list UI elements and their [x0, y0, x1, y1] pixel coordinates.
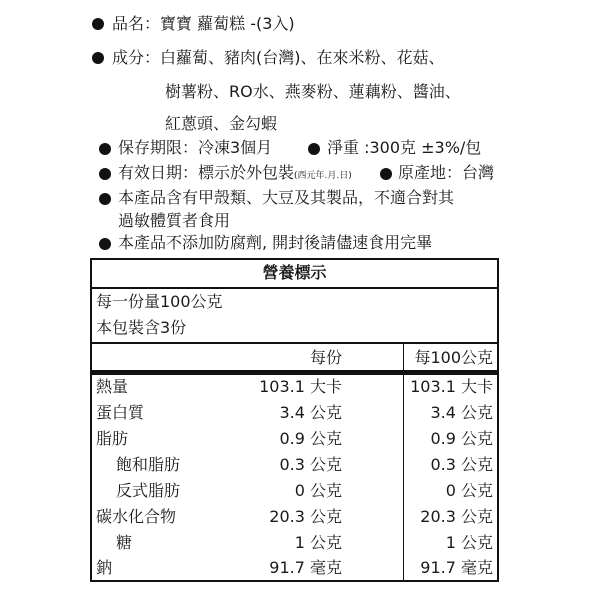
- nutrient-name: 糖: [116, 533, 133, 552]
- product-name: 寶寶 蘿蔔糕 -(3入): [160, 14, 295, 33]
- nutrition-table: [90, 258, 499, 582]
- expiry-text: 有效日期：標示於外包裝: [118, 163, 295, 182]
- product-name-line: [112, 14, 295, 34]
- nutrient-value-per-100g: 91.7 毫克: [420, 558, 493, 577]
- ingredients-text-1: 白蘿蔔、豬肉(台灣)、在來米粉、花菇、: [160, 48, 445, 67]
- product-label: 品名：: [112, 14, 161, 33]
- nutrient-value-per-100g: 3.4 公克: [430, 403, 493, 422]
- nutrient-value-per-100g: 0 公克: [445, 481, 493, 500]
- serving-size: 每一份量100公克: [96, 292, 223, 311]
- bullet-icon: [99, 168, 111, 180]
- bullet-icon: [308, 143, 320, 155]
- nutrient-value-per-100g: 1 公克: [445, 533, 493, 552]
- nutrient-value-per-serving: 1 公克: [294, 533, 342, 552]
- nutrient-name: 飽和脂肪: [116, 455, 181, 474]
- ingredients-label: 成分：: [112, 48, 161, 67]
- expiry-note: (西元年.月.日): [294, 171, 352, 181]
- nutrient-name: 碳水化合物: [96, 507, 177, 526]
- bullet-icon: [99, 143, 111, 155]
- nutrition-title: 營養標示: [262, 263, 327, 282]
- divider: [92, 370, 497, 375]
- divider: [92, 342, 497, 344]
- nutrient-value-per-100g: 103.1 大卡: [410, 377, 493, 396]
- nutrient-value-per-100g: 0.9 公克: [430, 429, 493, 448]
- bullet-icon: [99, 193, 111, 205]
- servings-per-package: 本包裝含3份: [96, 318, 187, 337]
- nutrient-name: 蛋白質: [96, 403, 145, 422]
- expiry-line: [118, 163, 352, 186]
- bullet-icon: [380, 168, 392, 180]
- nutrient-name: 熱量: [96, 377, 129, 396]
- nutrient-name: 脂肪: [96, 429, 129, 448]
- allergen-line-1: 本產品含有甲殼類、大豆及其製品，不適合對其: [118, 188, 455, 207]
- ingredients-line-3: 紅蔥頭、金勾蝦: [165, 114, 278, 133]
- nutrient-value-per-serving: 3.4 公克: [279, 403, 342, 422]
- nutrient-value-per-serving: 0.9 公克: [279, 429, 342, 448]
- bullet-icon: [92, 52, 104, 64]
- nutrient-value-per-100g: 20.3 公克: [420, 507, 493, 526]
- divider: [92, 287, 497, 289]
- nutrient-name: 反式脂肪: [116, 481, 181, 500]
- nutrient-value-per-serving: 20.3 公克: [269, 507, 342, 526]
- storage-text: 保存期限：冷凍3個月: [118, 138, 273, 157]
- ingredients-line-2: 樹薯粉、RO水、燕麥粉、蓮藕粉、醬油、: [165, 82, 461, 101]
- bullet-icon: [92, 18, 104, 30]
- preservative-text: 本產品不添加防腐劑, 開封後請儘速食用完畢: [118, 233, 433, 252]
- allergen-line-2: 過敏體質者食用: [118, 211, 231, 230]
- column-header-per-serving: 每份: [309, 348, 342, 367]
- net-weight-text: 淨重 :300克 ±3%/包: [327, 138, 482, 157]
- nutrient-value-per-serving: 0.3 公克: [279, 455, 342, 474]
- ingredients-line-1: [112, 48, 445, 68]
- nutrient-value-per-serving: 91.7 毫克: [269, 558, 342, 577]
- column-divider: [403, 342, 404, 580]
- nutrient-value-per-serving: 0 公克: [294, 481, 342, 500]
- nutrient-name: 鈉: [96, 558, 113, 577]
- bullet-icon: [99, 238, 111, 250]
- column-header-per-100g: 每100公克: [414, 348, 493, 367]
- nutrient-value-per-serving: 103.1 大卡: [259, 377, 342, 396]
- origin-text: 原產地：台灣: [398, 163, 495, 182]
- nutrient-value-per-100g: 0.3 公克: [430, 455, 493, 474]
